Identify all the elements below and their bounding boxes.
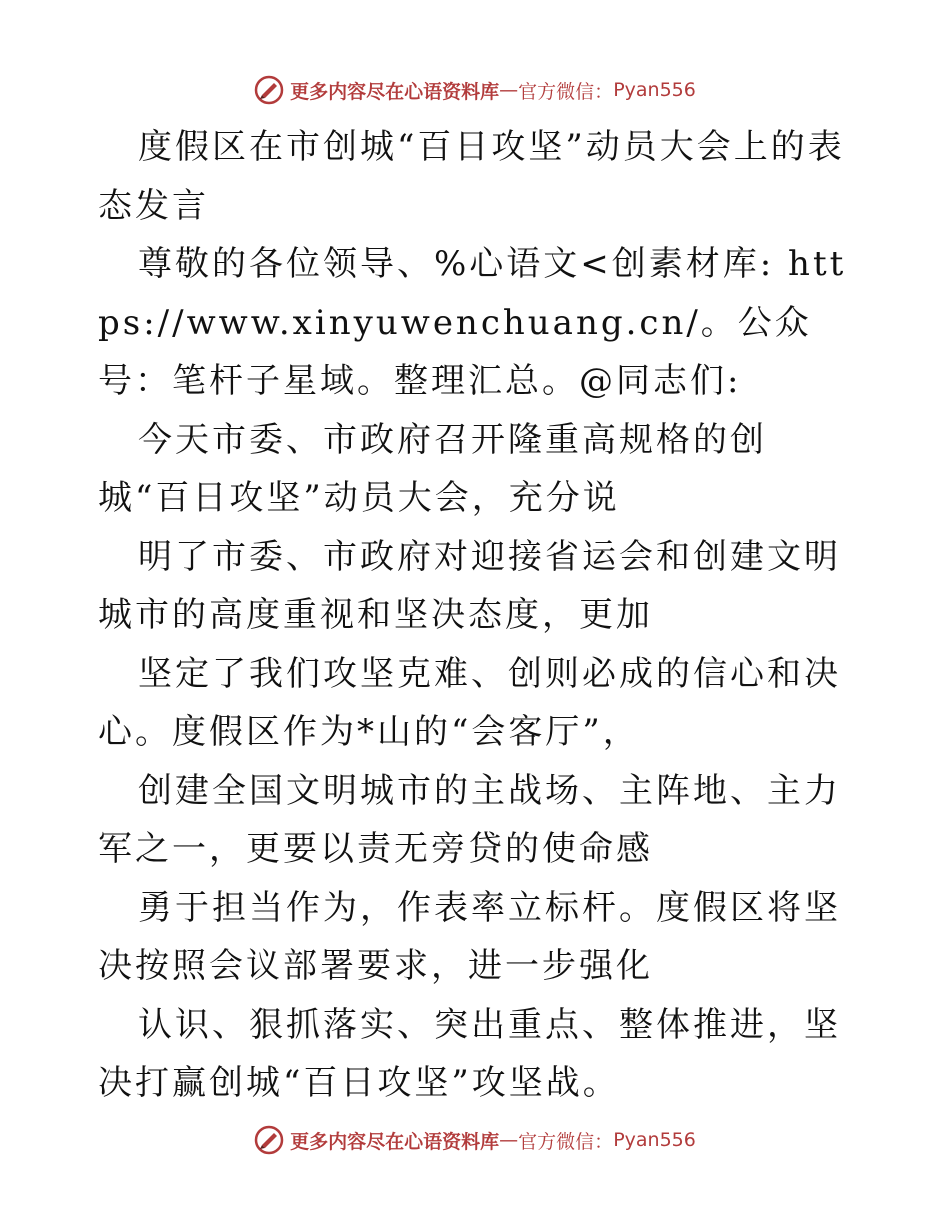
header-banner-account: Pyan556 [613, 79, 696, 101]
footer-banner-separator: — [499, 1129, 519, 1151]
header-banner-official: 官方微信： [518, 80, 614, 103]
header-banner-separator: — [499, 79, 519, 101]
body-paragraph: 今天市委、市政府召开隆重高规格的创城“百日攻坚”动员大会，充分说 [98, 419, 767, 518]
body-paragraph: 认识、狠抓落实、突出重点、整体推进，坚决打赢创城“百日攻坚”攻坚战。 [98, 1004, 841, 1103]
footer-banner [0, 1120, 950, 1160]
document-body [98, 118, 858, 1113]
body-paragraph: 勇于担当作为，作表率立标杆。度假区将坚决按照会议部署要求，进一步强化 [98, 887, 841, 986]
body-paragraph: 创建全国文明城市的主战场、主阵地、主力军之一，更要以责无旁贷的使命感 [98, 770, 841, 869]
footer-banner-text: 更多内容尽在心语资料库 [290, 1130, 500, 1153]
brand-logo-icon [254, 1125, 284, 1155]
footer-banner-account: Pyan556 [613, 1129, 696, 1151]
document-title: 度假区在市创城“百日攻坚”动员大会上的表态发言 [98, 127, 845, 226]
footer-banner-official: 官方微信： [518, 1130, 614, 1153]
header-banner-text: 更多内容尽在心语资料库 [290, 80, 500, 103]
body-paragraph: 坚定了我们攻坚克难、创则必成的信心和决心。度假区作为*山的“会客厅”， [98, 653, 841, 752]
body-paragraph: 明了市委、市政府对迎接省运会和创建文明城市的高度重视和坚决态度，更加 [98, 536, 841, 635]
header-banner [0, 70, 950, 110]
brand-logo-icon [254, 75, 284, 105]
salutation-paragraph: 尊敬的各位领导、%心语文<创素材库: https://www.xinyuwenchuang.cn/。公众号：笔杆子星域。整理汇总。@同志们: [98, 244, 847, 401]
